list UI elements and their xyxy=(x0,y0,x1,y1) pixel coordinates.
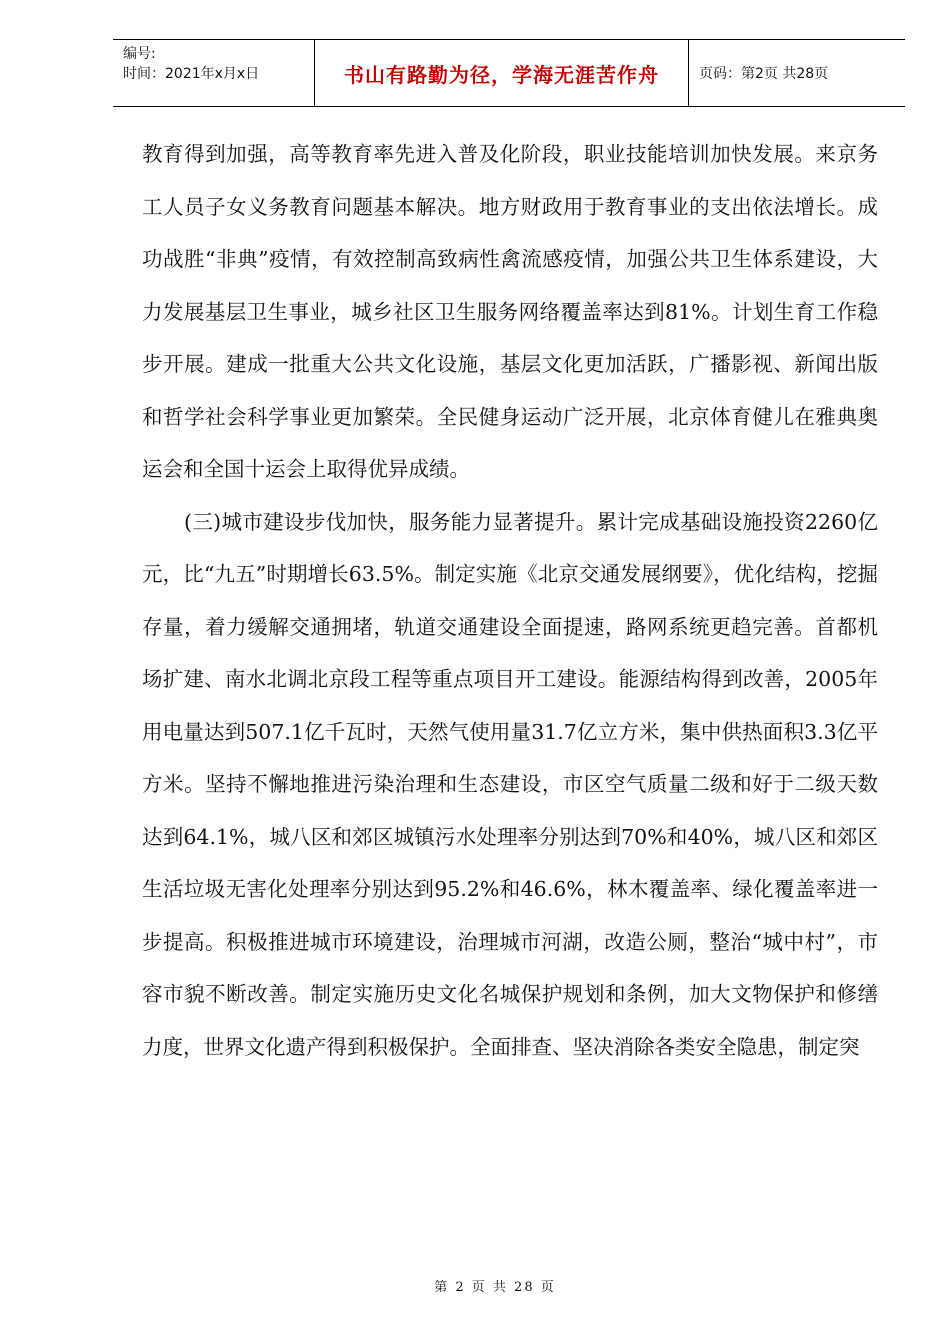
header-page-cell xyxy=(689,40,905,106)
page-footer xyxy=(0,1276,950,1295)
header-page-info: 页码：第2页 共28页 xyxy=(699,66,829,82)
header-motto: 书山有路勤为径，学海无涯苦作舟 xyxy=(344,62,659,87)
date-label: 时间：2021年x月x日 xyxy=(123,66,260,82)
document-body xyxy=(142,128,878,1073)
body-paragraph-1: 教育得到加强，高等教育率先进入普及化阶段，职业技能培训加快发展。来京务工人员子女义务教育问题基本解决。地方财政用于教育事业的支出依法增长。成功战胜“非典”疫情，有效控制高致病性禽流感疫情，加强公共卫生体系建设，大力发展基层卫生事业，城乡社区卫生服务网络覆盖率达到81%。计划生育工作稳步开展。建成一批重大公共文化设施，基层文化更加活跃，广播影视、新闻出版和哲学社会科学事业更加繁荣。全民健身运动广泛开展，北京体育健儿在雅典奥运会和全国十运会上取得优异成绩。 xyxy=(142,142,878,481)
header-meta-cell xyxy=(113,40,315,106)
header-motto-cell xyxy=(315,40,689,106)
serial-number-label: 编号: xyxy=(123,46,156,62)
footer-page-number: 第 2 页 共 28 页 xyxy=(434,1280,556,1295)
body-paragraph-2: (三)城市建设步伐加快，服务能力显著提升。累计完成基础设施投资2260亿元，比“九五”时期增长63.5%。制定实施《北京交通发展纲要》，优化结构，挖掘存量，着力缓解交通拥堵，轨道交通建设全面提速，路网系统更趋完善。首都机场扩建、南水北调北京段工程等重点项目开工建设。能源结构得到改善，2005年用电量达到507.1亿千瓦时，天然气使用量31.7亿立方米，集中供热面积3.3亿平方米。坚持不懈地推进污染治理和生态建设，市区空气质量二级和好于二级天数达到64.1%，城八区和郊区城镇污水处理率分别达到70%和40%，城八区和郊区生活垃圾无害化处理率分别达到95.2%和46.6%，林木覆盖率、绿化覆盖率进一步提高。积极推进城市环境建设，治理城市河湖，改造公厕，整治“城中村”，市容市貌不断改善。制定实施历史文化名城保护规划和条例，加大文物保护和修缮力度，世界文化遗产得到积极保护。全面排查、坚决消除各类安全隐患，制定突 xyxy=(142,509,878,1059)
document-header xyxy=(113,39,905,107)
